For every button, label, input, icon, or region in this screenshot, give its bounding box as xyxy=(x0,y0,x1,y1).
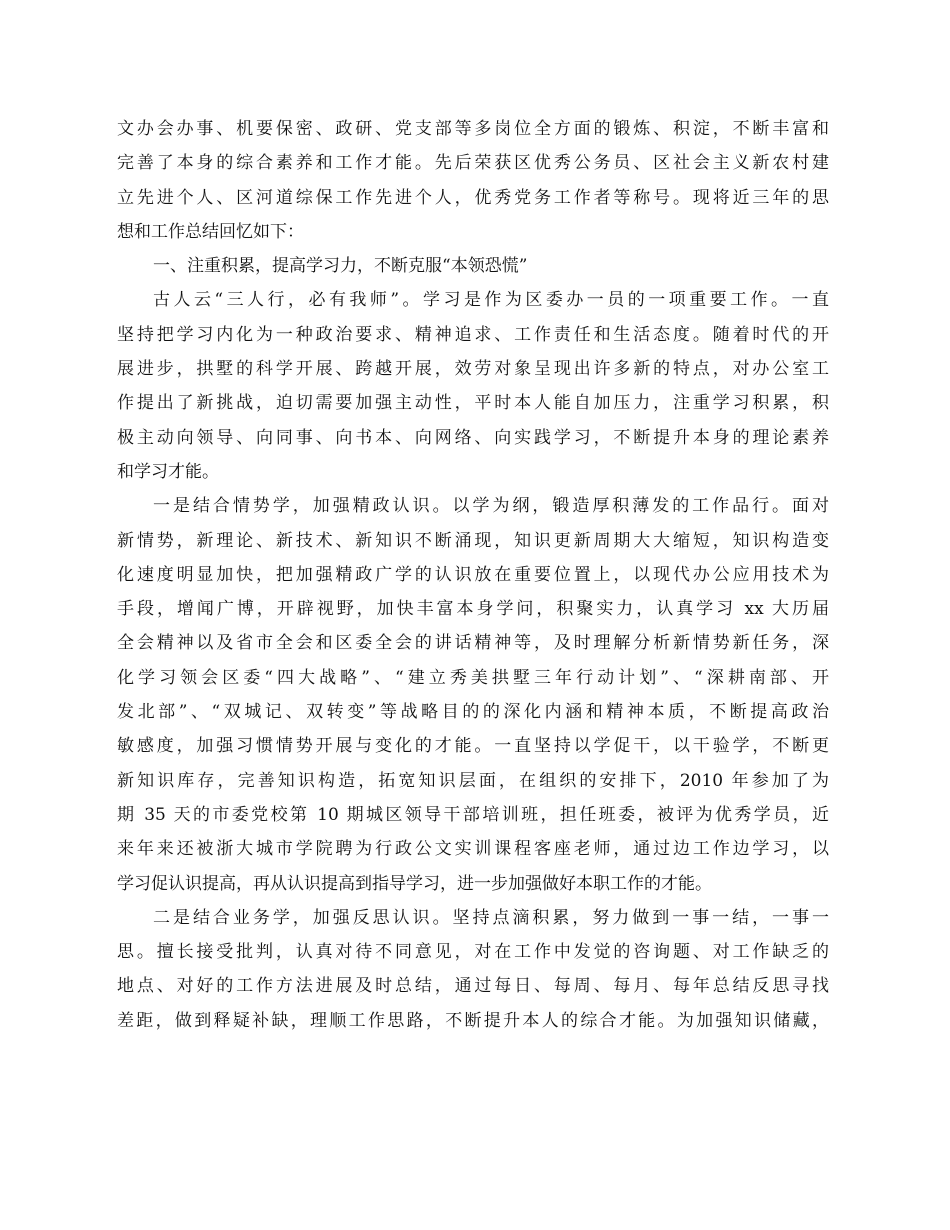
text-line: 文办会办事、机要保密、政研、党支部等多岗位全方面的锻炼、积淀，不断丰富和 xyxy=(117,119,829,139)
text-line: 一是结合情势学，加强精政认识。以学为纲，锻造厚积薄发的工作品行。面对 xyxy=(153,496,829,517)
text-line: 学习促认识提高，再从认识提高到指导学习，进一步加强做好本职工作的才能。 xyxy=(117,873,712,894)
text-line: 二是结合业务学，加强反思认识。坚持点滴积累，努力做到一事一结，一事一 xyxy=(153,907,829,928)
text-line: 期 35 天的市委党校第 10 期城区领导干部培训班，担任班委，被评为优秀学员，近 xyxy=(117,804,829,825)
text-line: 思。擅长接受批判，认真对待不同意见，对在工作中发觉的咨询题、对工作缺乏的 xyxy=(117,942,829,963)
paragraph-para-3 xyxy=(117,489,829,901)
text-line: 完善了本身的综合素养和工作才能。先后荣获区优秀公务员、区社会主义新农村建 xyxy=(117,153,829,174)
text-line: 全会精神以及省市全会和区委全会的讲话精神等，及时理解分析新情势新任务，深 xyxy=(117,633,829,654)
text-line: 和学习才能。 xyxy=(117,461,219,482)
text-line: 敏感度，加强习惯情势开展与变化的才能。一直坚持以学促干，以干验学，不断更 xyxy=(117,736,829,757)
text-line: 作提出了新挑战，迫切需要加强主动性，平时本人能自加压力，注重学习积累，积 xyxy=(117,393,829,414)
text-line: 极主动向领导、向同事、向书本、向网络、向实践学习，不断提升本身的理论素养 xyxy=(117,427,829,448)
text-line: 来年来还被浙大城市学院聘为行政公文实训课程客座老师，通过边工作边学习，以 xyxy=(117,839,829,860)
paragraph-para-2 xyxy=(117,283,829,489)
text-line: 想和工作总结回忆如下： xyxy=(117,221,304,242)
text-line: 一、注重积累，提高学习力，不断克服“本领恐慌” xyxy=(153,256,528,277)
text-line: 新知识库存，完善知识构造，拓宽知识层面，在组织的安排下，2010 年参加了为 xyxy=(117,770,829,791)
text-line: 坚持把学习内化为一种政治要求、精神追求、工作责任和生活态度。随着时代的开 xyxy=(117,324,829,345)
paragraph-intro xyxy=(117,112,829,249)
text-line: 地点、对好的工作方法进展及时总结，通过每日、每周、每月、每年总结反思寻找 xyxy=(117,976,829,997)
text-line: 展进步，拱墅的科学开展、跨越开展，效劳对象呈现出许多新的特点，对办公室工 xyxy=(117,359,829,380)
text-line: 新情势，新理论、新技术、新知识不断涌现，知识更新周期大大缩短，知识构造变 xyxy=(117,530,829,551)
text-line: 化速度明显加快，把加强精政广学的认识放在重要位置上，以现代办公应用技术为 xyxy=(117,564,829,585)
text-line: 立先进个人、区河道综保工作先进个人，优秀党务工作者等称号。现将近三年的思 xyxy=(117,187,829,208)
text-line: 化学习领会区委“四大战略”、“建立秀美拱墅三年行动计划”、“深耕南部、开 xyxy=(117,667,829,688)
text-line: 差距，做到释疑补缺，理顺工作思路，不断提升本人的综合才能。为加强知识储藏， xyxy=(117,1010,829,1031)
document-body xyxy=(117,112,829,1038)
text-line: 发北部”、“双城记、双转变”等战略目的的深化内涵和精神本质，不断提高政治 xyxy=(117,702,829,723)
paragraph-para-4 xyxy=(117,901,829,1038)
text-line: 古人云“三人行，必有我师”。学习是作为区委办一员的一项重要工作。一直 xyxy=(153,290,829,311)
paragraph-heading-1 xyxy=(117,249,829,283)
text-line: 手段，增闻广博，开辟视野，加快丰富本身学问，积聚实力，认真学习 xx 大历届 xyxy=(117,599,829,620)
